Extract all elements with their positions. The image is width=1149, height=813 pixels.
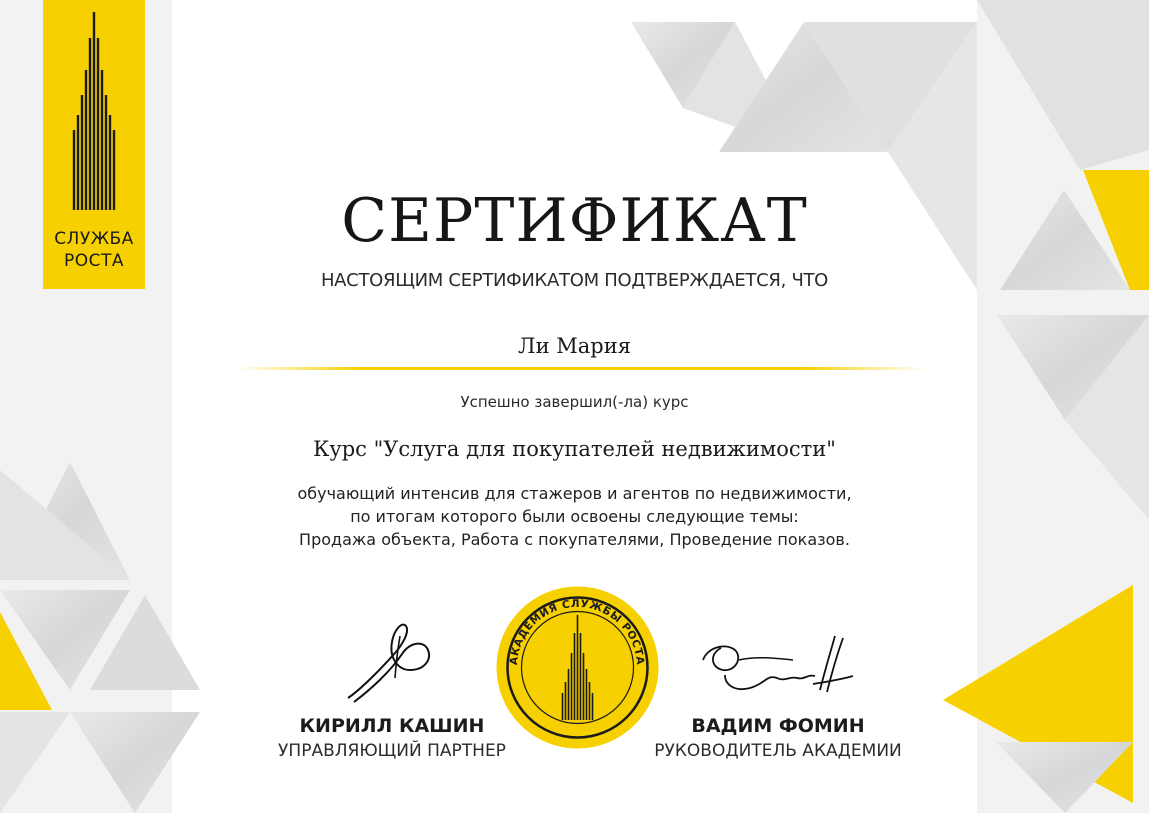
course-description-line: обучающий интенсив для стажеров и агентов по недвижимости, <box>297 484 852 503</box>
signature-right <box>695 630 860 705</box>
completion-text: Успешно завершил(-ла) курс <box>460 393 689 411</box>
certificate-title: СЕРТИФИКАТ <box>341 186 808 256</box>
signer-right <box>628 715 928 761</box>
recipient-name: Ли Мария <box>518 334 631 358</box>
seal-text: АКАДЕМИЯ СЛУЖБЫ РОСТА <box>507 597 647 666</box>
course-title: Курс "Услуга для покупателей недвижимости" <box>313 437 836 461</box>
stone-triangle <box>977 0 1149 170</box>
certificate-subtitle: НАСТОЯЩИМ СЕРТИФИКАТОМ ПОДТВЕРЖДАЕТСЯ, ЧТО <box>320 270 829 291</box>
brand-logo <box>43 0 145 289</box>
course-description-line: по итогам которого были освоены следующие темы: <box>350 507 799 526</box>
name-underline <box>237 367 925 370</box>
signer-name: ВАДИМ ФОМИН <box>691 715 865 737</box>
stone-triangle <box>0 712 70 813</box>
tower-icon <box>63 10 125 218</box>
signer-role: УПРАВЛЯЮЩИЙ ПАРТНЕР <box>278 741 506 761</box>
signer-name: КИРИЛЛ КАШИН <box>299 715 485 737</box>
signature-left <box>340 618 440 708</box>
signer-left <box>242 715 542 761</box>
logo-text-line2: РОСТА <box>63 251 125 271</box>
stone-triangle <box>70 712 200 813</box>
course-description-line: Продажа объекта, Работа с покупателями, Проведение показов. <box>299 530 850 549</box>
signer-role: РУКОВОДИТЕЛЬ АКАДЕМИИ <box>654 741 902 761</box>
logo-text-line1: СЛУЖБА <box>54 229 134 249</box>
